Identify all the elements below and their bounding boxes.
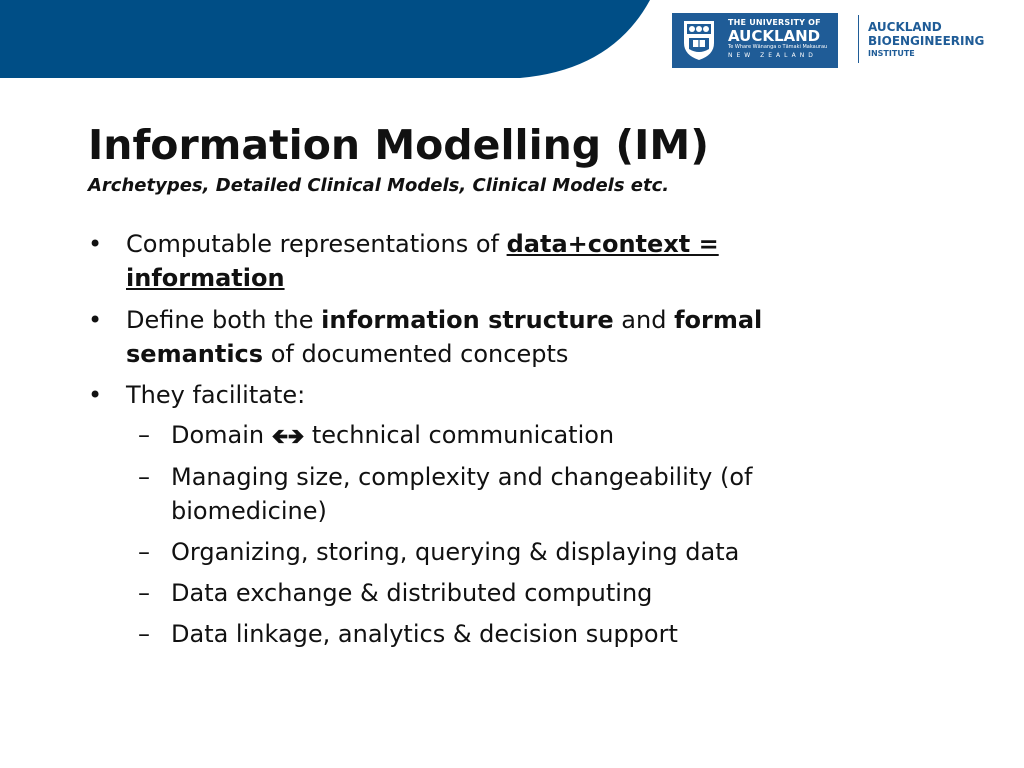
bullet-1-line-2 — [126, 261, 285, 295]
sub-item-1-text-b: technical communication — [304, 421, 615, 449]
sub-item-3-text: Organizing, storing, querying & displaying data — [171, 538, 740, 566]
sub-item-2-line-1 — [171, 460, 753, 494]
sub-item-4-text: Data exchange & distributed computing — [171, 579, 653, 607]
sub-item-2-text-1: Managing size, complexity and changeability (of — [171, 463, 753, 491]
uoa-line-3: Te Whare Wānanga o Tāmaki Makaurau — [728, 44, 828, 50]
bullet-1-line-1 — [126, 227, 719, 261]
bullet-2-text-1: Define both the — [126, 306, 322, 334]
dash-marker: – — [138, 579, 150, 607]
bullet-1-emphasis: data+context = — [506, 230, 719, 258]
double-arrow-icon: 🡸🡺 — [271, 424, 305, 448]
uoa-line-2: AUCKLAND — [728, 27, 821, 45]
bullet-3 — [126, 378, 305, 412]
abi-line-2: BIOENGINEERING — [868, 34, 985, 48]
sub-item-2-text-2: biomedicine) — [171, 497, 327, 525]
bullet-marker: • — [88, 230, 103, 258]
bullet-2-line-1 — [126, 303, 762, 337]
dash-marker: – — [138, 421, 150, 449]
dash-marker: – — [138, 463, 150, 491]
sub-item-1-text-a: Domain — [171, 421, 272, 449]
bullet-marker: • — [88, 306, 103, 334]
uoa-line-1: THE UNIVERSITY OF — [728, 18, 821, 27]
dash-marker: – — [138, 620, 150, 648]
slide-subtitle: Archetypes, Detailed Clinical Models, Clinical Models etc. — [88, 175, 670, 196]
uoa-line-4: NEW ZEALAND — [728, 52, 817, 59]
bullet-marker: • — [88, 381, 103, 409]
sub-item-1 — [171, 418, 614, 453]
bullet-2-term-2: formal — [674, 306, 763, 334]
abi-line-1: AUCKLAND — [868, 20, 942, 34]
sub-item-5-text: Data linkage, analytics & decision support — [171, 620, 678, 648]
bullet-2-text-3: of documented concepts — [263, 340, 569, 368]
abi-line-3: INSTITUTE — [868, 49, 915, 58]
slide-title: Information Modelling (IM) — [88, 121, 709, 169]
bullet-2-term-1: information structure — [321, 306, 614, 334]
bullet-1-text: Computable representations of — [126, 230, 507, 258]
bullet-2-term-3: semantics — [126, 340, 264, 368]
bullet-1-emphasis-2: information — [126, 264, 285, 292]
bullet-2-text-2: and — [613, 306, 675, 334]
sub-item-2-line-2 — [171, 494, 327, 528]
sub-item-5 — [171, 617, 678, 651]
sub-item-3 — [171, 535, 739, 569]
bullet-3-text: They facilitate: — [126, 381, 306, 409]
bullet-2-line-2 — [126, 337, 568, 371]
sub-item-4 — [171, 576, 652, 610]
dash-marker: – — [138, 538, 150, 566]
